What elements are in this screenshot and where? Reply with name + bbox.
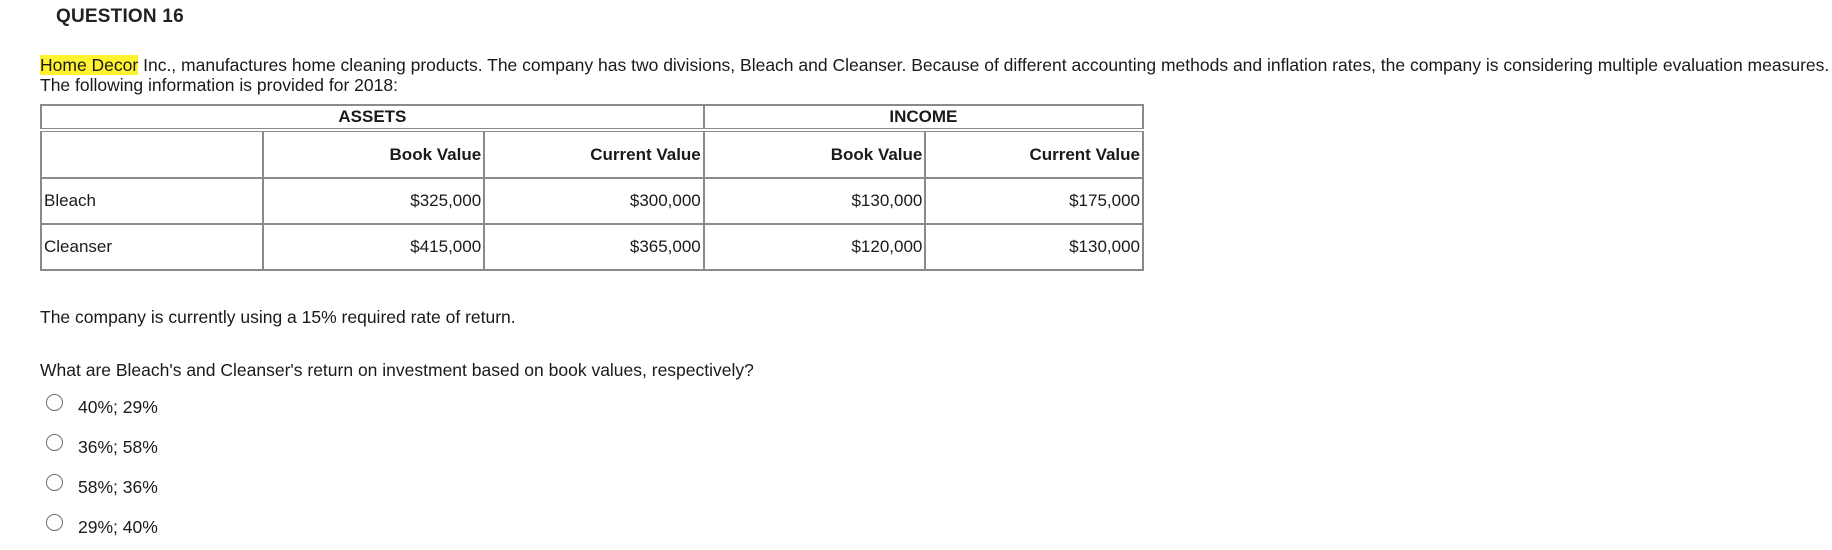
column-header-assets-current: Current Value [484, 130, 704, 178]
column-header-income-book: Book Value [704, 130, 926, 178]
answer-option[interactable] [46, 511, 158, 550]
option-label[interactable]: 58%; 36% [78, 477, 158, 497]
table-cell: $415,000 [263, 224, 485, 270]
column-header-assets-book: Book Value [263, 130, 485, 178]
option-label[interactable]: 40%; 29% [78, 397, 158, 417]
option-label[interactable]: 36%; 58% [78, 437, 158, 457]
table-cell: $130,000 [925, 224, 1143, 270]
radio-button[interactable] [46, 434, 63, 451]
question-intro [40, 55, 1830, 95]
table-cell: $325,000 [263, 178, 485, 224]
row-label: Bleach [41, 178, 263, 224]
column-header-empty [41, 130, 263, 178]
radio-button[interactable] [46, 474, 63, 491]
required-rate-text: The company is currently using a 15% required rate of return. [40, 307, 516, 327]
table-column-header [41, 130, 1143, 178]
answer-option[interactable] [46, 431, 158, 471]
table-row [41, 178, 1143, 224]
column-header-income-current: Current Value [925, 130, 1143, 178]
table-row [41, 224, 1143, 270]
answer-option[interactable] [46, 391, 158, 431]
table-cell: $120,000 [704, 224, 926, 270]
answer-options [46, 391, 158, 550]
radio-button[interactable] [46, 514, 63, 531]
group-assets: ASSETS [41, 105, 704, 130]
radio-button[interactable] [46, 394, 63, 411]
option-label[interactable]: 29%; 40% [78, 517, 158, 537]
table-group-header [41, 105, 1143, 130]
group-income: INCOME [704, 105, 1143, 130]
intro-text: Inc., manufactures home cleaning products. The company has two divisions, Bleach and Cleanser. Because of different accounting methods and inflation rates, the company is considering multiple evaluation measures. The following information is provided for 2018: [40, 55, 1830, 95]
data-table [40, 104, 1144, 271]
highlighted-text: Home Decor [40, 55, 139, 75]
question-prompt: What are Bleach's and Cleanser's return on investment based on book values, respectively? [40, 360, 754, 380]
table-cell: $365,000 [484, 224, 704, 270]
question-title: QUESTION 16 [56, 6, 184, 27]
table-cell: $175,000 [925, 178, 1143, 224]
table-cell: $300,000 [484, 178, 704, 224]
row-label: Cleanser [41, 224, 263, 270]
table-cell: $130,000 [704, 178, 926, 224]
answer-option[interactable] [46, 471, 158, 511]
